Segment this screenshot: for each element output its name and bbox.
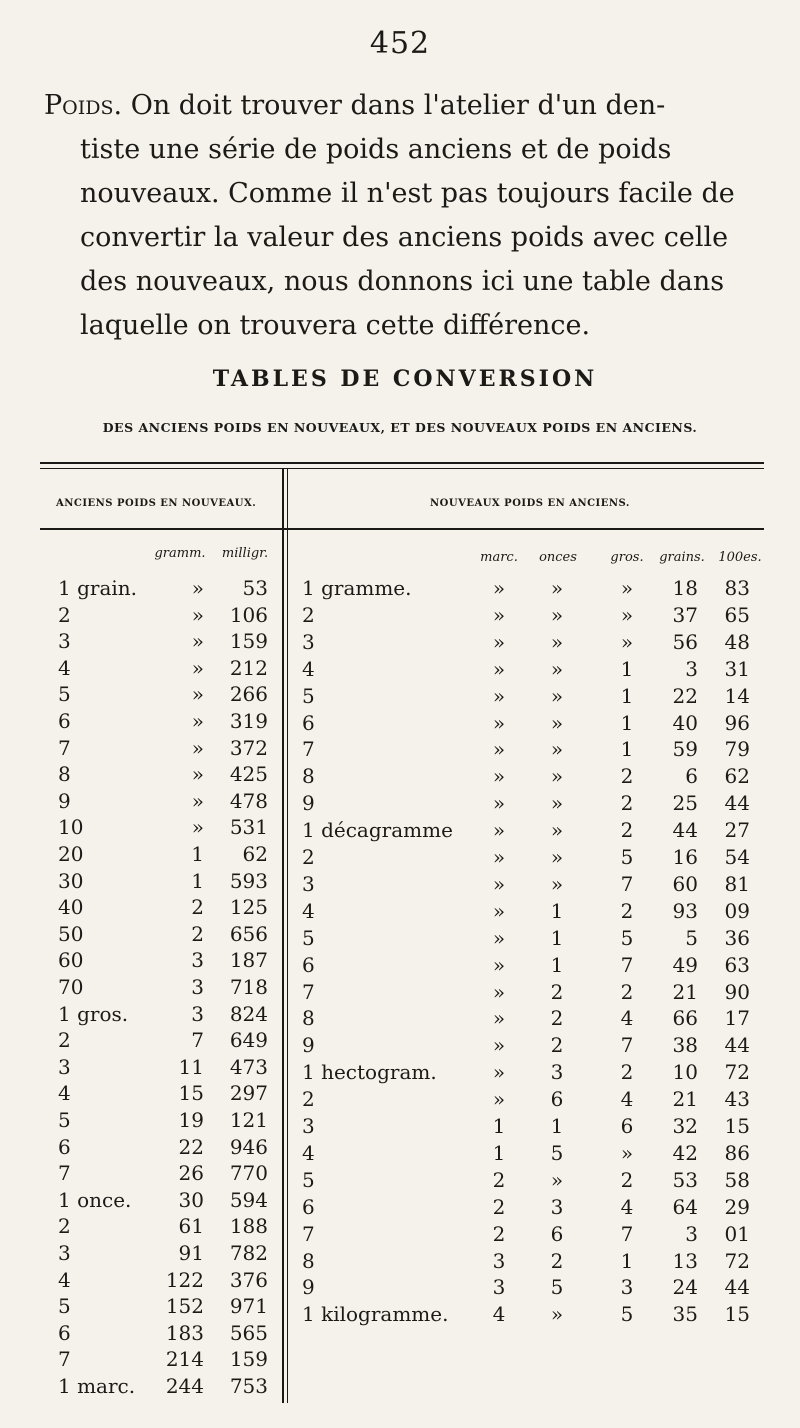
right-row-cent: 86	[724, 1140, 750, 1165]
right-row-marc: »	[492, 818, 506, 843]
right-section-heading: NOUVEAUX POIDS EN ANCIENS.	[430, 498, 630, 509]
right-row-gros: 2	[620, 818, 634, 843]
right-row-gros: »	[620, 576, 634, 600]
left-row-milligr: 824	[229, 1001, 268, 1026]
right-row-onces: »	[550, 683, 564, 708]
left-row-gramm: »	[191, 815, 204, 840]
right-row-cent: 79	[724, 737, 750, 762]
table-title: TABLES DE CONVERSION	[212, 366, 598, 392]
left-row-label: 50	[58, 921, 84, 946]
right-row-label: 6	[302, 710, 315, 735]
right-row-cent: 15	[724, 1302, 750, 1327]
left-row-gramm: 7	[191, 1028, 204, 1053]
right-row-cent: 44	[724, 791, 750, 816]
left-row-milligr: 376	[229, 1267, 268, 1292]
col-cent: 100es.	[718, 550, 762, 565]
right-row-cent: 62	[724, 764, 750, 789]
right-row-cent: 90	[724, 979, 750, 1004]
right-row-label: 6	[302, 952, 315, 977]
left-row-gramm: 122	[165, 1267, 204, 1292]
intro-line-text: On doit trouver dans l'atelier d'un den-	[130, 90, 666, 121]
right-row-gros: 7	[620, 952, 634, 977]
right-row-grains: 24	[672, 1275, 698, 1300]
left-row-milligr: 593	[229, 868, 268, 893]
right-row-onces: »	[550, 737, 564, 762]
left-row-gramm: 22	[178, 1134, 204, 1159]
left-row-gramm: 214	[165, 1347, 204, 1372]
right-row-grains: 22	[672, 683, 698, 708]
right-row-onces: »	[550, 871, 564, 896]
left-row-label: 1 grain.	[58, 576, 138, 600]
right-row-label: 5	[302, 1167, 315, 1192]
right-row-label: 3	[302, 1114, 315, 1138]
right-row-marc: »	[492, 952, 506, 977]
right-row-label: 8	[302, 1006, 315, 1031]
right-row-cent: 72	[724, 1248, 750, 1273]
right-row-gros: 2	[620, 1167, 634, 1192]
intro-line-1	[44, 84, 760, 128]
right-row-label: 3	[302, 629, 315, 654]
left-row-label: 7	[58, 1161, 71, 1186]
right-row-cent: 44	[724, 1033, 750, 1058]
left-row-label: 5	[58, 1294, 71, 1319]
right-row-onces: 6	[550, 1087, 564, 1112]
left-row-label: 8	[58, 762, 71, 787]
right-row-grains: 13	[672, 1248, 698, 1273]
left-row-label: 1 once.	[58, 1187, 132, 1212]
right-row-label: 2	[302, 845, 315, 869]
left-row-label: 6	[58, 1320, 71, 1345]
right-row-marc: 1	[492, 1114, 506, 1138]
right-row-onces: 1	[550, 1114, 564, 1138]
left-row-gramm: 19	[178, 1108, 204, 1132]
left-row-label: 2	[58, 602, 71, 627]
right-row-gros: 1	[620, 737, 634, 762]
right-row-cent: 58	[724, 1167, 750, 1192]
left-row-milligr: 159	[229, 629, 268, 654]
right-row-gros: 1	[620, 683, 634, 708]
right-row-gros: 7	[620, 871, 634, 896]
col-gramm: gramm.	[154, 546, 206, 561]
right-row-label: 8	[302, 764, 315, 789]
right-row-label: 9	[302, 1275, 315, 1300]
right-row-onces: 2	[550, 979, 564, 1004]
right-row-marc: »	[492, 602, 506, 627]
right-row-grains: 59	[672, 737, 698, 762]
right-row-gros: 4	[620, 1087, 634, 1112]
left-row-gramm: 26	[178, 1161, 204, 1186]
left-row-milligr: 531	[229, 815, 268, 840]
left-row-gramm: 183	[165, 1320, 204, 1345]
left-row-gramm: »	[191, 735, 204, 760]
left-row-label: 40	[58, 895, 84, 920]
right-row-grains: 37	[672, 602, 698, 627]
right-row-marc: »	[492, 710, 506, 735]
right-row-label: 4	[302, 656, 315, 681]
right-row-label: 7	[302, 737, 315, 762]
right-row-label: 3	[302, 871, 315, 896]
right-row-marc: »	[492, 1087, 506, 1112]
right-row-cent: 83	[724, 576, 750, 600]
right-row-onces: »	[550, 602, 564, 627]
left-row-gramm: »	[191, 576, 204, 600]
right-row-cent: 01	[724, 1221, 750, 1246]
left-row-gramm: 244	[165, 1374, 204, 1398]
right-row-marc: »	[492, 1060, 506, 1085]
right-row-marc: »	[492, 1006, 506, 1031]
left-row-milligr: 297	[229, 1081, 268, 1106]
right-row-onces: »	[550, 629, 564, 654]
right-row-label: 5	[302, 925, 315, 950]
right-row-grains: 10	[672, 1060, 698, 1085]
right-row-grains: 35	[672, 1302, 698, 1327]
right-row-cent: 65	[724, 602, 750, 627]
left-row-milligr: 319	[229, 709, 268, 733]
right-row-marc: »	[492, 871, 506, 896]
right-row-gros: 7	[620, 1033, 634, 1058]
col-grains: grains.	[659, 550, 705, 565]
right-row-onces: 1	[550, 925, 564, 950]
right-row-grains: 32	[672, 1114, 698, 1138]
right-row-marc: »	[492, 737, 506, 762]
table-subtitle: DES ANCIENS POIDS EN NOUVEAUX, ET DES NOUVEAUX POIDS EN ANCIENS.	[102, 420, 698, 435]
right-row-marc: »	[492, 629, 506, 654]
right-row-grains: 38	[672, 1033, 698, 1058]
intro-line-6: laquelle on trouvera cette différence.	[80, 310, 591, 341]
column-divider	[282, 468, 284, 1403]
right-row-gros: »	[620, 1140, 634, 1165]
right-row-cent: 96	[724, 710, 750, 735]
left-row-milligr: 212	[229, 655, 268, 680]
right-row-gros: 1	[620, 656, 634, 681]
right-row-cent: 63	[724, 952, 750, 977]
right-row-gros: 3	[620, 1275, 634, 1300]
left-row-gramm: »	[191, 682, 204, 707]
right-row-grains: 49	[672, 952, 698, 977]
intro-line-5: des nouveaux, nous donnons ici une table dans	[80, 266, 725, 297]
right-row-grains: 56	[672, 629, 698, 654]
left-row-label: 6	[58, 1134, 71, 1159]
right-row-onces: »	[550, 791, 564, 816]
table-heading-rule	[40, 528, 764, 530]
right-row-grains: 66	[672, 1006, 698, 1031]
right-row-grains: 3	[685, 656, 698, 681]
right-row-grains: 21	[672, 979, 698, 1004]
col-marc: marc.	[480, 550, 518, 565]
right-row-grains: 16	[672, 845, 698, 869]
left-row-milligr: 125	[229, 895, 268, 920]
table-top-rule	[40, 462, 764, 464]
left-row-gramm: 91	[178, 1241, 204, 1265]
left-row-gramm: 2	[191, 895, 204, 920]
left-row-milligr: 62	[242, 842, 268, 866]
col-gros: gros.	[610, 550, 644, 565]
left-row-label: 2	[58, 1028, 71, 1053]
right-row-onces: »	[550, 576, 564, 600]
right-row-label: 1 kilogramme.	[302, 1302, 449, 1327]
right-row-gros: 2	[620, 791, 634, 816]
right-row-onces: 2	[550, 1033, 564, 1058]
right-row-label: 8	[302, 1248, 315, 1273]
right-row-cent: 43	[724, 1087, 750, 1112]
left-row-milligr: 188	[229, 1214, 268, 1239]
right-row-gros: 5	[620, 925, 634, 950]
right-row-gros: 2	[620, 979, 634, 1004]
right-row-marc: 2	[492, 1221, 506, 1246]
page-number: 452	[369, 26, 431, 61]
right-row-cent: 14	[724, 683, 750, 708]
right-row-onces: »	[550, 1167, 564, 1192]
right-row-onces: »	[550, 845, 564, 869]
right-row-label: 1 gramme.	[302, 576, 412, 600]
left-row-milligr: 372	[229, 735, 268, 760]
left-row-milligr: 106	[229, 602, 268, 627]
right-row-marc: »	[492, 1033, 506, 1058]
right-row-onces: »	[550, 1302, 564, 1327]
right-row-cent: 44	[724, 1275, 750, 1300]
left-row-milligr: 266	[229, 682, 268, 707]
right-row-grains: 25	[672, 791, 698, 816]
left-row-gramm: 61	[178, 1214, 204, 1239]
right-row-cent: 17	[724, 1006, 750, 1031]
right-row-cent: 09	[724, 898, 750, 923]
right-row-gros: »	[620, 602, 634, 627]
right-row-grains: 44	[672, 818, 698, 843]
left-row-label: 3	[58, 629, 71, 654]
right-row-gros: 2	[620, 898, 634, 923]
left-row-label: 7	[58, 1347, 71, 1372]
right-row-onces: »	[550, 764, 564, 789]
right-row-grains: 40	[672, 710, 698, 735]
right-row-onces: 5	[550, 1140, 564, 1165]
right-row-marc: 3	[492, 1275, 506, 1300]
right-row-label: 9	[302, 1033, 315, 1058]
right-row-cent: 81	[724, 871, 750, 896]
intro-line-3: nouveaux. Comme il n'est pas toujours facile de	[80, 178, 735, 209]
left-row-milligr: 187	[229, 948, 268, 973]
left-row-gramm: 11	[178, 1054, 204, 1079]
left-row-label: 4	[58, 1267, 71, 1292]
right-row-cent: 48	[724, 629, 750, 654]
right-row-marc: »	[492, 764, 506, 789]
right-row-gros: 2	[620, 764, 634, 789]
left-row-gramm: 30	[178, 1187, 204, 1212]
left-row-gramm: 15	[178, 1081, 204, 1106]
left-row-milligr: 753	[229, 1374, 268, 1398]
left-row-gramm: 3	[191, 1001, 204, 1026]
right-row-cent: 36	[724, 925, 750, 950]
right-row-cent: 72	[724, 1060, 750, 1085]
right-row-grains: 93	[672, 898, 698, 923]
left-row-label: 1 marc.	[58, 1374, 136, 1398]
right-row-onces: 1	[550, 952, 564, 977]
right-row-cent: 29	[724, 1194, 750, 1219]
right-row-grains: 60	[672, 871, 698, 896]
left-row-label: 4	[58, 1081, 71, 1106]
table-top-rule-2	[40, 468, 764, 469]
left-row-gramm: 152	[165, 1294, 204, 1319]
left-row-label: 30	[58, 868, 84, 893]
left-row-gramm: 2	[191, 921, 204, 946]
col-milligr: milligr.	[221, 546, 269, 561]
right-row-cent: 54	[724, 845, 750, 869]
right-row-label: 7	[302, 1221, 315, 1246]
left-row-milligr: 594	[229, 1187, 268, 1212]
left-row-gramm: 1	[191, 842, 204, 866]
left-row-milligr: 770	[229, 1161, 268, 1186]
right-row-marc: 2	[492, 1194, 506, 1219]
left-row-gramm: »	[191, 629, 204, 654]
right-row-onces: 1	[550, 898, 564, 923]
right-row-grains: 3	[685, 1221, 698, 1246]
left-row-label: 2	[58, 1214, 71, 1239]
right-row-marc: »	[492, 845, 506, 869]
right-row-marc: »	[492, 576, 506, 600]
left-row-milligr: 159	[229, 1347, 268, 1372]
left-row-milligr: 782	[229, 1241, 268, 1265]
left-row-milligr: 649	[229, 1028, 268, 1053]
left-row-milligr: 473	[229, 1054, 268, 1079]
right-row-cent: 31	[724, 656, 750, 681]
left-row-milligr: 425	[229, 762, 268, 787]
right-row-gros: »	[620, 629, 634, 654]
right-row-grains: 53	[672, 1167, 698, 1192]
left-row-gramm: »	[191, 788, 204, 813]
left-row-label: 20	[58, 842, 84, 866]
right-row-gros: 7	[620, 1221, 634, 1246]
col-onces: onces	[539, 550, 577, 565]
right-row-label: 1 décagramme	[302, 818, 453, 843]
right-row-label: 1 hectogram.	[302, 1060, 437, 1085]
right-row-onces: »	[550, 710, 564, 735]
right-row-marc: 2	[492, 1167, 506, 1192]
left-row-gramm: »	[191, 762, 204, 787]
right-row-onces: 6	[550, 1221, 564, 1246]
right-row-marc: »	[492, 979, 506, 1004]
right-row-label: 2	[302, 1087, 315, 1112]
left-row-gramm: »	[191, 655, 204, 680]
right-row-label: 7	[302, 979, 315, 1004]
right-row-onces: »	[550, 656, 564, 681]
right-row-label: 9	[302, 791, 315, 816]
right-row-marc: »	[492, 925, 506, 950]
right-row-marc: »	[492, 791, 506, 816]
left-row-label: 4	[58, 655, 71, 680]
right-row-grains: 6	[685, 764, 698, 789]
right-row-onces: 2	[550, 1006, 564, 1031]
left-row-milligr: 946	[229, 1134, 268, 1159]
right-row-onces: 3	[550, 1194, 564, 1219]
right-row-gros: 4	[620, 1006, 634, 1031]
left-row-label: 5	[58, 1108, 71, 1132]
left-row-milligr: 565	[229, 1320, 268, 1345]
right-row-gros: 6	[620, 1114, 634, 1138]
right-row-gros: 5	[620, 845, 634, 869]
right-row-onces: 3	[550, 1060, 564, 1085]
right-row-marc: 3	[492, 1248, 506, 1273]
right-row-onces: »	[550, 818, 564, 843]
left-row-milligr: 478	[229, 788, 268, 813]
left-row-gramm: 3	[191, 975, 204, 999]
left-row-milligr: 121	[229, 1108, 268, 1132]
left-section-heading: ANCIENS POIDS EN NOUVEAUX.	[56, 498, 257, 509]
left-row-label: 5	[58, 682, 71, 707]
right-row-label: 4	[302, 898, 315, 923]
right-row-grains: 5	[685, 925, 698, 950]
left-row-gramm: 3	[191, 948, 204, 973]
left-row-label: 3	[58, 1241, 71, 1265]
right-row-onces: 5	[550, 1275, 564, 1300]
right-row-marc: »	[492, 898, 506, 923]
intro-line-4: convertir la valeur des anciens poids avec celle	[80, 222, 729, 253]
right-row-label: 4	[302, 1140, 315, 1165]
left-row-label: 3	[58, 1054, 71, 1079]
right-row-label: 6	[302, 1194, 315, 1219]
right-row-marc: 1	[492, 1140, 506, 1165]
left-row-milligr: 718	[229, 975, 268, 999]
left-row-gramm: »	[191, 602, 204, 627]
right-row-marc: »	[492, 656, 506, 681]
intro-lead: Poids.	[44, 90, 123, 121]
intro-line-2: tiste une série de poids anciens et de poids	[80, 134, 672, 165]
right-row-gros: 1	[620, 710, 634, 735]
right-row-gros: 4	[620, 1194, 634, 1219]
right-row-gros: 2	[620, 1060, 634, 1085]
left-row-label: 6	[58, 709, 71, 733]
left-row-gramm: »	[191, 709, 204, 733]
left-row-gramm: 1	[191, 868, 204, 893]
left-row-label: 60	[58, 948, 84, 973]
column-divider-2	[287, 468, 288, 1403]
right-row-marc: »	[492, 683, 506, 708]
left-row-label: 7	[58, 735, 71, 760]
right-row-label: 2	[302, 602, 315, 627]
right-row-grains: 42	[672, 1140, 698, 1165]
right-row-cent: 27	[724, 818, 750, 843]
right-row-onces: 2	[550, 1248, 564, 1273]
right-row-gros: 1	[620, 1248, 634, 1273]
right-row-gros: 5	[620, 1302, 634, 1327]
left-row-label: 9	[58, 788, 71, 813]
right-row-grains: 18	[672, 576, 698, 600]
left-row-label: 1 gros.	[58, 1001, 129, 1026]
intro-paragraph	[44, 84, 760, 348]
right-row-grains: 21	[672, 1087, 698, 1112]
right-row-cent: 15	[724, 1114, 750, 1138]
right-row-marc: 4	[492, 1302, 506, 1327]
right-row-label: 5	[302, 683, 315, 708]
left-row-milligr: 656	[229, 921, 268, 946]
left-row-label: 10	[58, 815, 84, 840]
left-row-milligr: 53	[242, 576, 268, 600]
left-row-label: 70	[58, 975, 84, 999]
right-row-grains: 64	[672, 1194, 698, 1219]
left-row-milligr: 971	[229, 1294, 268, 1319]
